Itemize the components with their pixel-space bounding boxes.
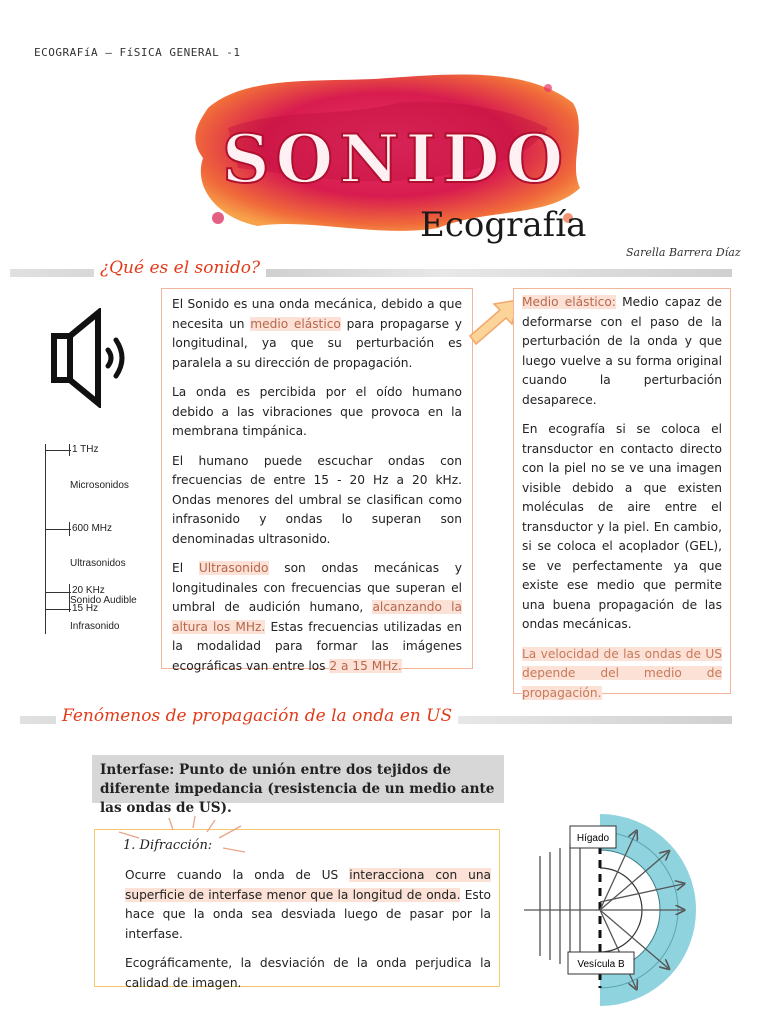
main-paragraph-4 — [172, 559, 462, 676]
side-paragraph-3 — [522, 645, 722, 704]
difraccion-body — [125, 866, 491, 1003]
scale-tick — [45, 450, 71, 451]
scale-label: 15 Hz — [72, 603, 99, 614]
scale-label: Sonido Audible — [70, 595, 137, 606]
main-text-box — [161, 288, 473, 673]
scale-tick — [45, 609, 71, 610]
side-paragraph-1 — [522, 293, 722, 410]
section1-heading: ¿Qué es el sonido? — [94, 258, 266, 278]
main-paragraph-1 — [172, 295, 462, 373]
highlight-velocidad: La velocidad de las ondas de US depende del medio de propagación. — [522, 646, 722, 700]
speaker-icon — [50, 308, 130, 408]
scale-label: Ultrasonidos — [70, 558, 126, 569]
text-span: Esto hace que la onda sea desviada luego de pasar por la interfase. — [125, 887, 492, 941]
highlight-medio-elastico: medio elástico — [250, 316, 341, 331]
diagram-label-bottom: Vesícula B — [577, 959, 625, 970]
highlight-ultrasonido: Ultrasonido — [198, 561, 269, 575]
text-span: para propagarse y longitudinal, ya que su perturbación es paralela a su dirección de propagación. — [172, 316, 463, 370]
highlight-medio-elastico-def: Medio elástico: — [522, 295, 616, 309]
scale-axis — [45, 444, 46, 634]
main-paragraph-2: La onda es percibida por el oído humano debido a las vibraciones que provoca en la membrana timpánica. — [172, 385, 462, 438]
difraccion-box — [94, 829, 500, 990]
header-label: ECOGRAFíA – FíSICA GENERAL -1 — [34, 46, 241, 59]
scale-label: 600 MHz — [72, 523, 113, 534]
section2-heading: Fenómenos de propagación de la onda en US — [56, 706, 458, 726]
difraccion-title: 1. Difracción: — [123, 838, 213, 853]
diagram-label-top: Hígado — [576, 833, 610, 844]
interfase-definition: Interfase: Punto de unión entre dos tejidos de diferente impedancia (resistencia de un medio ante las ondas de US). — [92, 755, 504, 803]
side-paragraph-2: En ecografía si se coloca el transductor en contacto directo con la piel no se ve una imagen visible debido a que existen moléculas de aire entre el transductor y la piel. En cambio, si se coloca el acoplador (GEL), se ve perfectamente ya que existe ese medio que permite una buena propagación de las ondas mecánicas. — [522, 422, 722, 631]
main-paragraph-3: El humano puede escuchar ondas con frecuencias de entre 15 - 20 Hz a 20 kHz. Ondas menores del umbral se clasifican como infrasonido y ondas lo superan son denominadas ultrasonido. — [172, 453, 462, 546]
text-span: son ondas mecánicas y longitudinales con frecuencias que superan el umbral de audición humano, — [172, 561, 463, 614]
highlight-range: 2 a 15 MHz. — [329, 658, 402, 673]
text-span: Ocurre cuando la onda de US — [125, 868, 339, 882]
scale-label: 1 THz — [72, 444, 99, 455]
highlight-mhz: alcanzando la altura los MHz. — [172, 600, 463, 634]
scale-tick — [69, 444, 70, 456]
difraccion-paragraph-2: Ecográficamente, la desviación de la onda perjudica la calidad de imagen. — [125, 956, 491, 990]
text-span: Medio capaz de deformarse con el paso de la perturbación de la onda y que luego vuelve a su forma original cuando la perturbación desaparece. — [522, 295, 722, 407]
text-span: Estas frecuencias utilizadas en la modalidad para formar las imágenes ecográficas van entre los — [172, 619, 463, 673]
scale-tick — [69, 522, 70, 536]
diffraction-diagram — [518, 812, 728, 1012]
highlight-interaccion: interacciona con una superficie de interfase menor que la longitud de onda. — [125, 868, 492, 902]
scale-tick — [45, 592, 71, 593]
difraccion-paragraph-1 — [125, 866, 491, 944]
title-subtitle: Ecografía — [420, 205, 587, 245]
frequency-scale — [36, 438, 176, 638]
scale-label: Infrasonido — [70, 621, 120, 632]
scale-label: 20 KHz — [72, 585, 105, 596]
author-name: Sarella Barrera Díaz — [626, 246, 741, 259]
scale-label: Microsonidos — [70, 480, 129, 491]
title-main: SONIDO — [222, 120, 570, 198]
text-span: El Sonido es una onda mecánica, debido a que necesita un — [172, 297, 462, 331]
text-span: El — [172, 561, 184, 575]
side-text-box — [513, 288, 731, 700]
scale-tick — [45, 529, 71, 530]
